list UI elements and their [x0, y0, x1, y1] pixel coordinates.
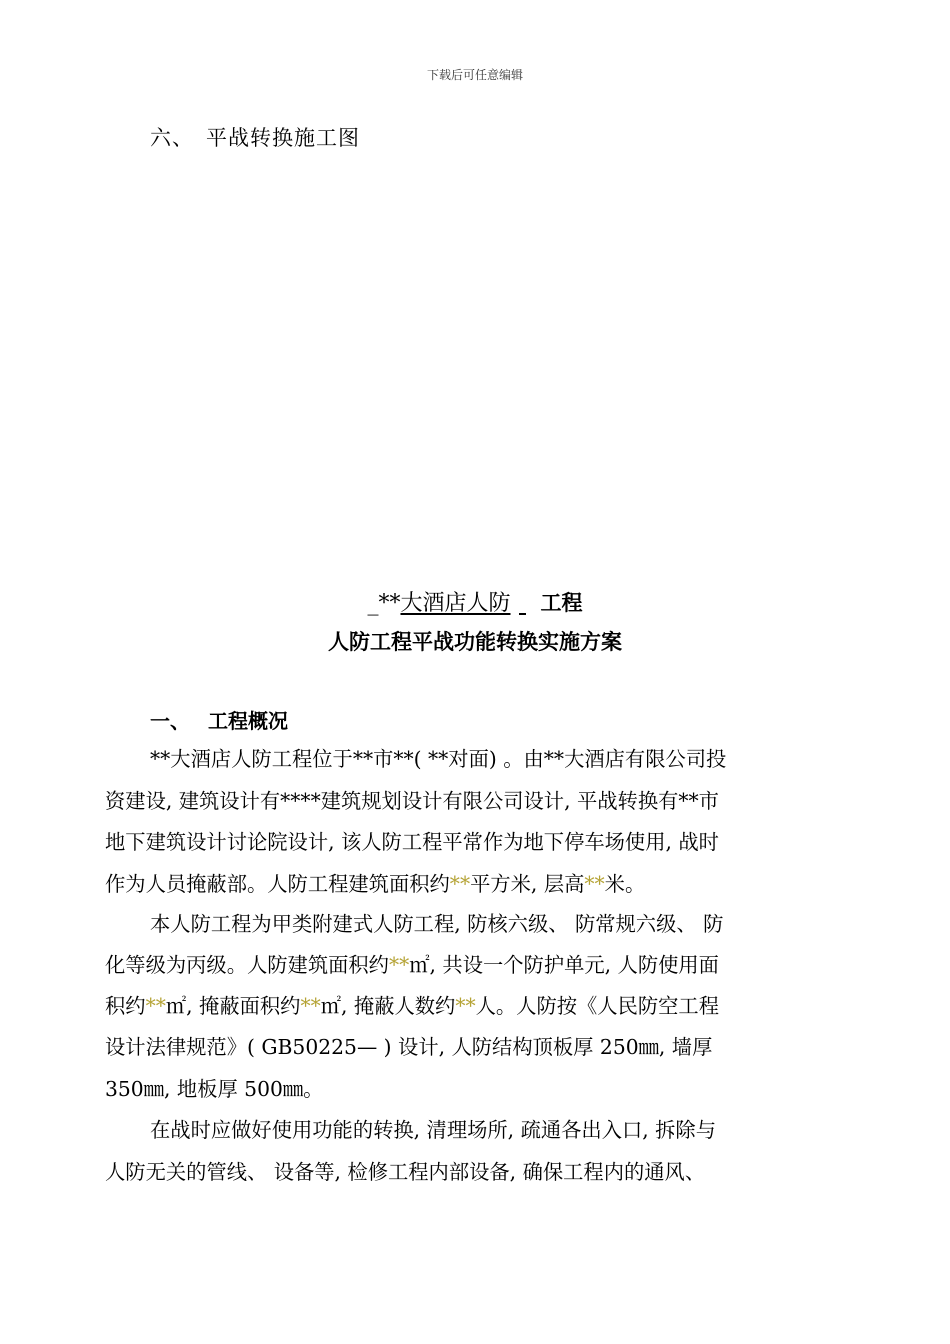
paragraph-line: 设计法律规范》( GB50225— ) 设计, 人防结构顶板厚 250㎜, 墙厚	[105, 1035, 713, 1059]
section-number: 六、	[150, 126, 194, 150]
paragraph-line: 地下建筑设计讨论院设计, 该人防工程平常作为地下停车场使用, 战时	[105, 830, 719, 854]
paragraph-line: 350㎜, 地板厚 500㎜。	[105, 1077, 324, 1101]
section-title: 平战转换施工图	[206, 126, 360, 150]
paragraph-line: **大酒店人防工程位于**市**( **对面) 。由**大酒店有限公司投	[150, 747, 727, 771]
page-header: 下载后可任意编辑	[426, 68, 523, 82]
paragraph-line: 本人防工程为甲类附建式人防工程, 防核六级、 防常规六级、 防	[150, 912, 724, 936]
text-run: ㎡, 共设一个防护单元, 人防使用面	[409, 953, 719, 977]
paragraph-line	[105, 868, 645, 897]
text-run: 人。人防按《人民防空工程	[475, 994, 719, 1018]
text-run: ㎡, 掩蔽面积约	[165, 994, 301, 1018]
title-suffix: 工程	[540, 591, 583, 615]
placeholder-mark: **	[145, 994, 166, 1018]
title-underlined-name: 大酒店人防	[400, 591, 511, 616]
text-run: ㎡, 掩蔽人数约	[320, 994, 456, 1018]
placeholder-mark: **	[455, 994, 476, 1018]
paragraph-line	[105, 990, 719, 1019]
document-title	[0, 586, 950, 617]
text-run: 作为人员掩蔽部。人防工程建筑面积约	[105, 872, 450, 896]
paragraph-line: 资建设, 建筑设计有****建筑规划设计有限公司设计, 平战转换有**市	[105, 789, 719, 813]
placeholder-mark: **	[388, 953, 410, 977]
placeholder-mark: **	[449, 872, 471, 896]
section-heading-6	[150, 122, 360, 152]
text-run: 积约	[105, 994, 146, 1018]
paragraph-line: 在战时应做好使用功能的转换, 清理场所, 疏通各出入口, 拆除与	[150, 1118, 716, 1142]
title-prefix: _**	[367, 591, 401, 616]
text-run: 平方米, 层高	[470, 872, 585, 896]
document-subtitle: 人防工程平战功能转换实施方案	[328, 630, 622, 654]
placeholder-mark: **	[584, 872, 605, 896]
placeholder-mark: **	[300, 994, 321, 1018]
paragraph-line: 人防无关的管线、 设备等, 检修工程内部设备, 确保工程内的通风、	[105, 1160, 706, 1184]
text-run: 化等级为丙级。人防建筑面积约	[105, 953, 389, 977]
text-run: 米。	[604, 872, 646, 896]
paragraph-line	[105, 949, 719, 978]
section-heading-1	[150, 705, 288, 734]
section-title: 工程概况	[208, 709, 288, 733]
title-underline-gap	[511, 591, 535, 616]
section-number: 一、	[150, 709, 190, 733]
